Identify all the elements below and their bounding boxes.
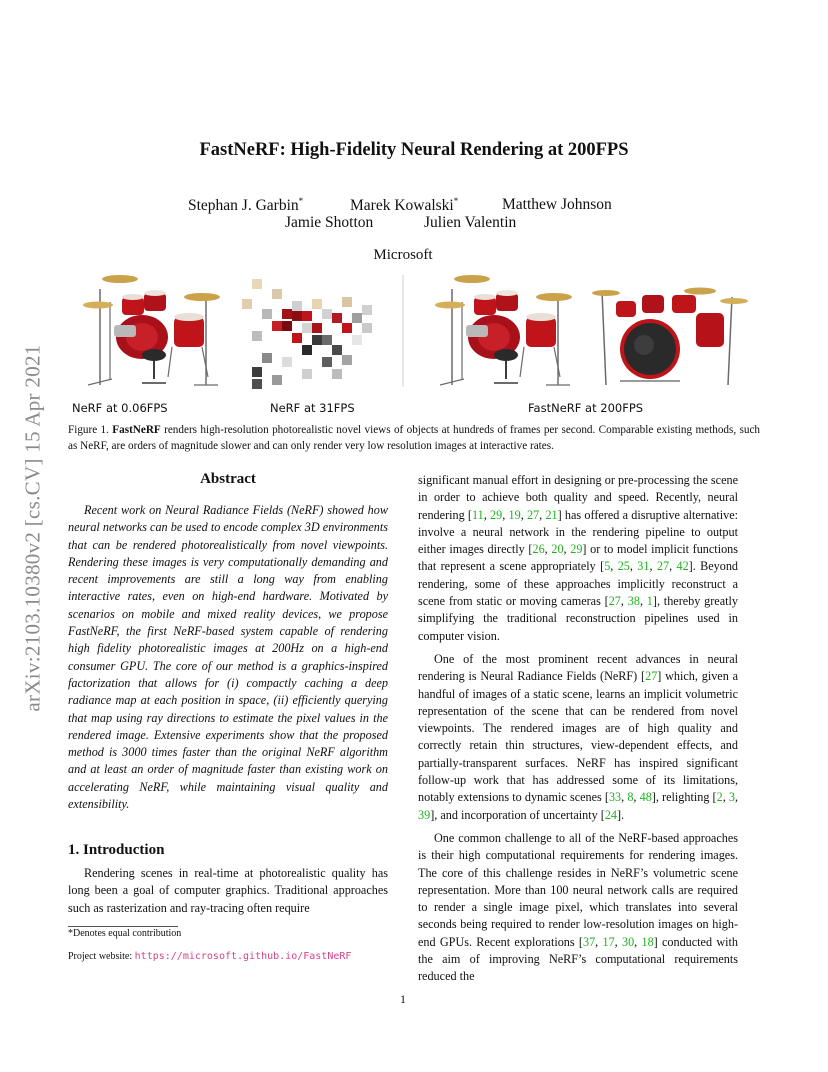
author-name: Matthew Johnson xyxy=(502,196,612,213)
citation-link[interactable]: 11 xyxy=(472,507,484,522)
caption-bold: FastNeRF xyxy=(112,424,161,436)
citation-link[interactable]: 1 xyxy=(646,594,653,609)
project-website xyxy=(68,951,351,962)
author xyxy=(285,214,373,232)
footnote-rule xyxy=(68,926,178,927)
author-mark: * xyxy=(453,196,459,206)
author xyxy=(502,196,612,214)
citation-link[interactable]: 17 xyxy=(602,934,615,949)
citation-link[interactable]: 27 xyxy=(656,559,670,574)
caption-prefix: Figure 1. xyxy=(68,424,109,436)
author-mark: * xyxy=(298,196,304,206)
arxiv-identifier-text: arXiv:2103.10380v2 [cs.CV] 15 Apr 2021 xyxy=(20,344,45,712)
affiliation: Microsoft xyxy=(373,247,433,263)
arxiv-identifier xyxy=(13,288,53,768)
figure-label: NeRF at 0.06FPS xyxy=(72,401,168,415)
author-name: Stephan J. Garbin xyxy=(188,197,299,215)
abstract-body: Recent work on Neural Radiance Fields (NeRF) showed how neural networks can be used to encode complex 3D environments that can be rendered photorealistically from novel viewpoints. Rendering these images is very computationally demanding and recent improvements are still a long way from enabling interactive rates, even on high-end hardware. Motivated by scenarios on mobile and mixed reality devices, we propose FastNeRF, the first NeRF-based system capable of rendering high fidelity photorealistic images at 200Hz on a high-end consumer GPU. The core of our method is a graphics-inspired factorization that allows for (i) compactly caching a deep radiance map at each position in space, (ii) efficiently querying that map using ray directions to estimate the pixel values in the rendered image. Extensive experiments show that the proposed method is 3000 times faster than the original NeRF algorithm and at least an order of magnitude faster than existing work on accelerating NeRF, while maintaining visual quality and extensibility. xyxy=(68,503,388,812)
citation-link[interactable]: 38 xyxy=(627,594,640,609)
figure-panels xyxy=(62,263,762,398)
paper-title: FastNeRF: High-Fidelity Neural Rendering at 200FPS xyxy=(199,140,629,160)
citation-link[interactable]: 39 xyxy=(418,807,431,822)
citation-link[interactable]: 2 xyxy=(716,790,723,805)
project-label: Project website: xyxy=(68,951,135,962)
author-name: Marek Kowalski xyxy=(350,197,454,215)
citation-link[interactable]: 27 xyxy=(645,669,658,684)
citation-link[interactable]: 21 xyxy=(545,507,558,522)
citation-link[interactable]: 27 xyxy=(526,507,540,522)
citation-link[interactable]: 33 xyxy=(608,790,622,805)
citation-link[interactable]: 8 xyxy=(627,790,634,805)
abstract-heading: Abstract xyxy=(200,471,256,487)
citation-link[interactable]: 19 xyxy=(508,507,521,522)
figure-caption xyxy=(68,422,760,454)
citation-link[interactable]: 42 xyxy=(676,559,689,574)
introduction-body: Rendering scenes in real-time at photorealistic quality has long been a goal of computer graphics. Traditional approaches such as rasterization and ray-tracing often require xyxy=(68,866,388,915)
panel-nerf-slow xyxy=(83,275,220,385)
citation-link[interactable]: 29 xyxy=(570,542,583,557)
author-name: Julien Valentin xyxy=(424,214,517,231)
citation-link[interactable]: 26 xyxy=(532,542,545,557)
citation-link[interactable]: 37 xyxy=(582,934,596,949)
right-column xyxy=(418,472,738,986)
citation-link[interactable]: 5 xyxy=(604,559,611,574)
citation-link[interactable]: 3 xyxy=(728,790,735,805)
panel-nerf-pixelated xyxy=(242,279,372,389)
paragraph: significant manual effort in designing or pre-processing the scene in order to achieve both quality and speed. Recently, neural rendering [11, 29, 19, 27, 21] has offered a disruptive alternative: involve a neural network in the rendering pipeline to output either images directly [26, 20, 29] or to model implicit functions that represent a scene appropriately [5, 25, 31, 27, 42]. Beyond rendering, some of these approaches implicitly reconstruct a scene from static or moving cameras [27, 38, 1], thereby greatly simplifying the traditional reconstruction pipelines used in computer vision. xyxy=(418,473,739,643)
footnote: *Denotes equal contribution xyxy=(68,928,182,939)
author xyxy=(188,196,303,215)
paragraph: One of the most prominent recent advances in neural rendering is Neural Radiance Fields (NeRF) [27] which, given a handful of images of a static scene, learns an implicit volumetric representation of the scene that can be rendered from novel viewpoints. The rendered images are of high quality and correctly retain thin structures, view-dependent effects, and partially-transparent surfaces. NeRF has inspired significant follow-up work that has addressed some of its limitations, notably extensions to dynamic scenes [33, 8, 48], relighting [2, 3, 39], and incorporation of uncertainty [24]. xyxy=(418,651,739,822)
caption-text: renders high-resolution photorealistic novel views of objects at hundreds of frames per second. Comparable existing methods, such as NeRF, are orders of magnitude slower and can only render very low resolution images at interactive rates. xyxy=(68,424,760,452)
citation-link[interactable]: 27 xyxy=(608,594,621,609)
panel-fastnerf-view-2 xyxy=(592,288,748,386)
project-url-link[interactable]: https://microsoft.github.io/FastNeRF xyxy=(134,951,352,962)
introduction-heading: 1. Introduction xyxy=(68,842,165,858)
paragraph: One common challenge to all of the NeRF-based approaches is their high computational requirements for rendering images. The core of this challenge resides in NeRF’s volumetric scene representation. More than 100 neural network calls are required to render a single image pixel, which translates into several seconds being required to render low-resolution images on high-end GPUs. Recent explorations [37, 17, 30, 18] conducted with the aim of improving NeRF’s computational requirements reduced the xyxy=(418,830,738,984)
author-name: Jamie Shotton xyxy=(285,214,374,231)
citation-link[interactable]: 20 xyxy=(551,542,564,557)
figure-label: NeRF at 31FPS xyxy=(270,401,355,415)
citation-link[interactable]: 30 xyxy=(621,934,635,949)
teaser-figure xyxy=(62,263,762,423)
citation-link[interactable]: 25 xyxy=(617,559,630,574)
page-number: 1 xyxy=(400,992,406,1006)
figure-label: FastNeRF at 200FPS xyxy=(528,401,644,415)
citation-link[interactable]: 48 xyxy=(639,790,652,805)
citation-link[interactable]: 24 xyxy=(604,807,617,822)
citation-link[interactable]: 18 xyxy=(641,934,654,949)
author xyxy=(424,214,516,232)
citation-link[interactable]: 29 xyxy=(490,507,503,522)
citation-link[interactable]: 31 xyxy=(637,559,650,574)
author xyxy=(350,196,458,215)
panel-fastnerf-view-1 xyxy=(435,275,572,385)
